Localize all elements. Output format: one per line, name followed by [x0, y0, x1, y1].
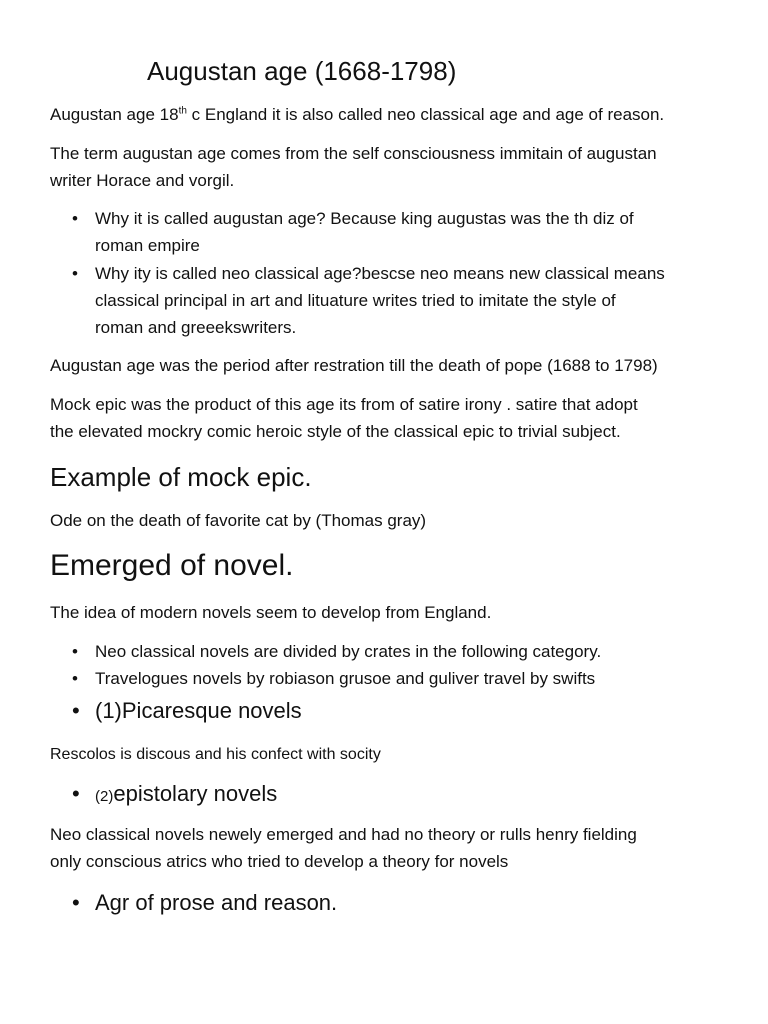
bullet-line: Why ity is called neo classical age?bescse neo means new classical means [95, 264, 665, 283]
bullet-line: Travelogues novels by robiason grusoe and guliver travel by swifts [95, 669, 596, 688]
bullet-text [95, 665, 735, 692]
bullet-text [95, 638, 735, 665]
bullet-line [95, 779, 735, 812]
bullet-icon: • [72, 642, 78, 661]
neo-line-2: only conscious atrics who tried to develop a theory for novels [50, 852, 509, 871]
mock-line-1: Mock epic was the product of this age its from of satire irony . satire that adopt [50, 395, 638, 414]
bullet-text [95, 260, 735, 341]
bullet-icon: • [72, 698, 80, 723]
epistolary-prefix: (2) [95, 788, 114, 805]
intro-text-rest: c England it is also called neo classical age and age of reason. [186, 105, 665, 124]
bullet-text [95, 888, 735, 918]
epistolary-label: epistolary novels [113, 781, 278, 806]
heading-emerged-novel: Emerged of novel. [50, 549, 294, 582]
period-line: Augustan age was the period after restration till the death of pope (1688 to 1798) [50, 356, 658, 375]
bullet-icon: • [72, 264, 78, 283]
neo-line-1: Neo classical novels newely emerged and had no theory or rulls henry fielding [50, 825, 637, 844]
term-line-1: The term augustan age comes from the self consciousness immitain of augustan [50, 144, 657, 163]
mock-epic-paragraph [50, 391, 740, 445]
bullet-line: classical principal in art and lituature writes tried to imitate the style of [95, 291, 616, 310]
term-line-2: writer Horace and vorgil. [50, 171, 235, 190]
bullet-icon: • [72, 669, 78, 688]
intro-line [50, 101, 740, 128]
intro-paragraph [50, 101, 740, 128]
bullet-text [95, 696, 735, 726]
novel-paragraph [50, 599, 740, 626]
bullet-line: roman and greeekswriters. [95, 318, 297, 337]
heading-mock-epic: Example of mock epic. [50, 462, 312, 492]
bullet-icon: • [72, 209, 78, 228]
mock-line-2: the elevated mockry comic heroic style of the classical epic to trivial subject. [50, 422, 621, 441]
bullet-line: Neo classical novels are divided by crates in the following category. [95, 642, 602, 661]
novel-line: The idea of modern novels seem to develop from England. [50, 603, 492, 622]
rescolos-line: Rescolos is discous and his confect with socity [50, 746, 381, 763]
bullet-text [95, 779, 735, 812]
intro-text: Augustan age 18 [50, 105, 179, 124]
bullet-line: Why it is called augustan age? Because king augustas was the th diz of [95, 209, 634, 228]
bullet-line: roman empire [95, 236, 200, 255]
rescolos-paragraph [50, 741, 740, 768]
neo-classical-paragraph [50, 821, 740, 875]
intro-superscript: th [178, 105, 187, 117]
bullet-text [95, 205, 735, 259]
ode-line: Ode on the death of favorite cat by (Thomas gray) [50, 511, 427, 530]
period-paragraph [50, 352, 740, 379]
bullet-icon: • [72, 890, 80, 915]
bullet-icon: • [72, 781, 80, 806]
page-title: Augustan age (1668-1798) [147, 56, 457, 86]
bullet-line: (1)Picaresque novels [95, 698, 302, 723]
term-paragraph [50, 140, 740, 194]
bullet-line: Agr of prose and reason. [95, 890, 338, 915]
ode-paragraph [50, 507, 740, 534]
